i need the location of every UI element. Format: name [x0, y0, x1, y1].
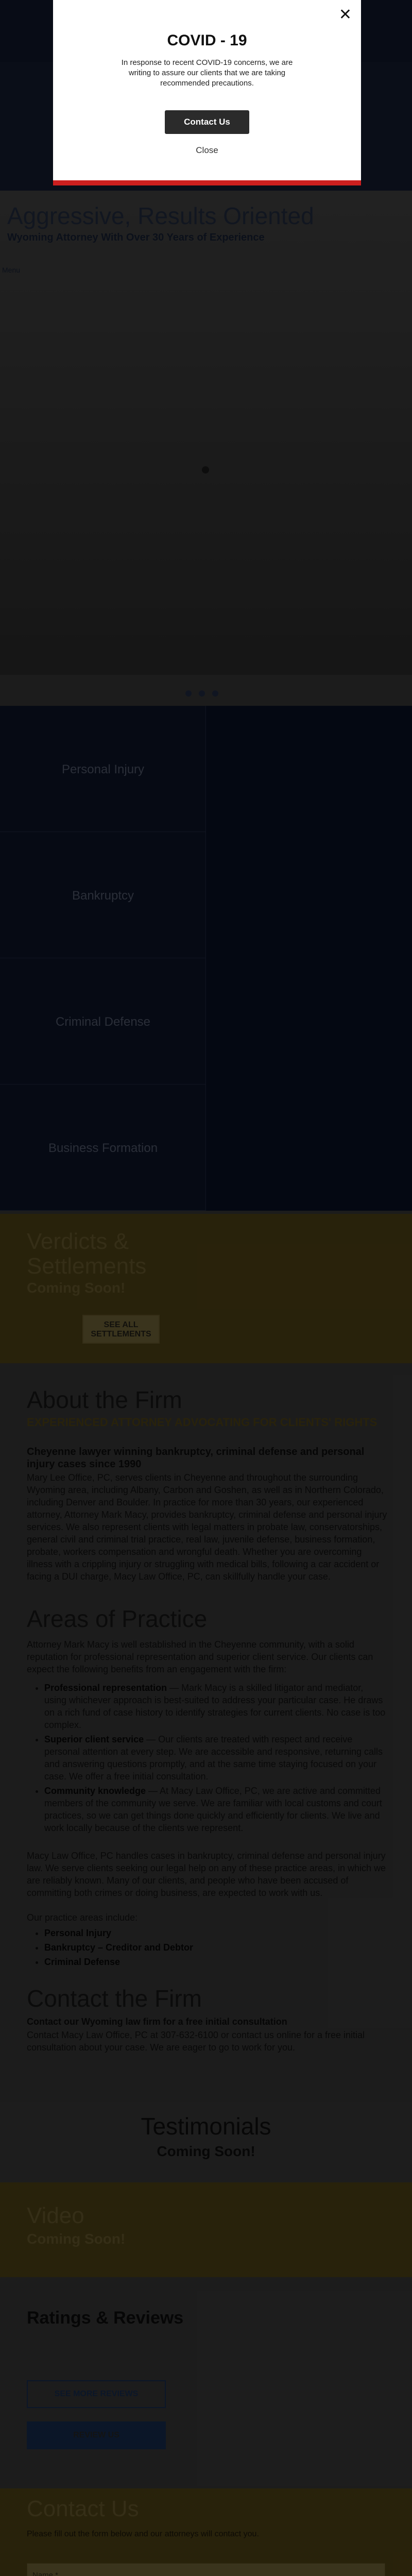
modal-title: COVID - 19 — [167, 32, 247, 49]
close-icon[interactable]: ✕ — [338, 6, 352, 23]
modal-message: In response to recent COVID-19 concerns, we are writing to assure our clients that we are taking recommended precautions. — [121, 58, 293, 88]
covid-modal — [53, 0, 361, 185]
contact-us-button[interactable]: Contact Us — [165, 110, 249, 134]
close-link[interactable]: Close — [196, 145, 218, 155]
